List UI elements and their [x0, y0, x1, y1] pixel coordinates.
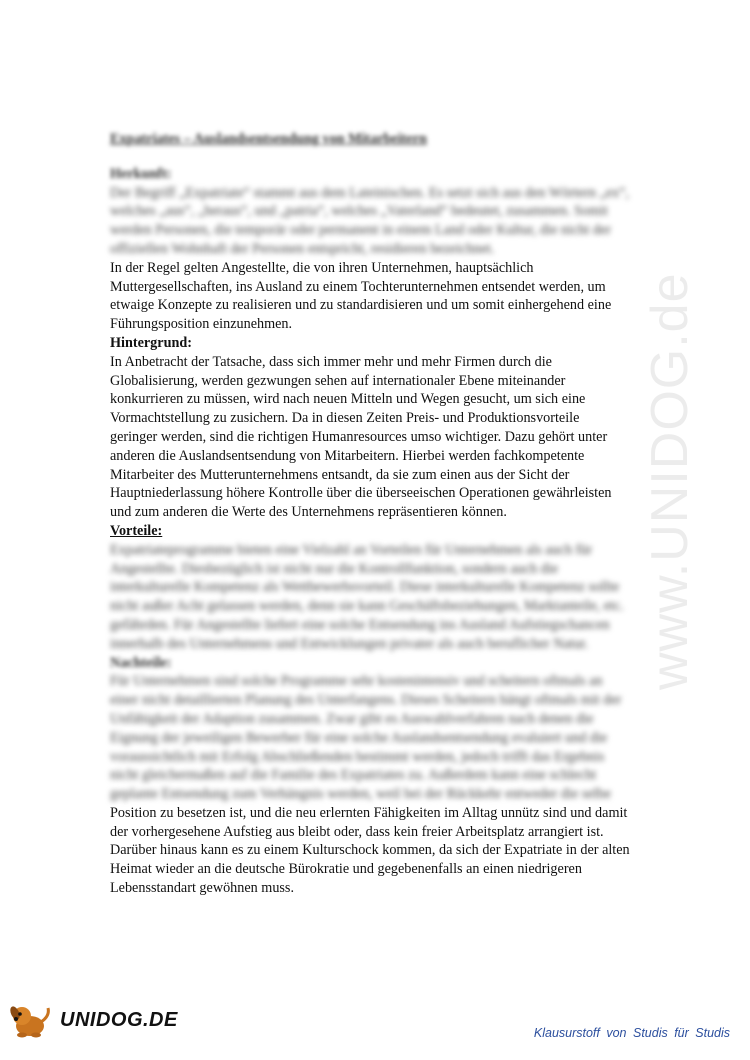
dog-mascot-icon	[8, 1000, 56, 1040]
herkunft-text: In der Regel gelten Angestellte, die von ihren Unternehmen, hauptsächlich Muttergesellschaften, ins Ausland zu einem Tochterunternehmen entsendet werden, um etwaige Konzepte zu realisieren und zu standardisieren und um somit einhergehend eine Führungsposition einzunehmen.	[110, 259, 612, 333]
vorteile-blurred-text: Expatriateprogramme bieten eine Vielzahl an Vorteilen für Unternehmen als auch für Angestellte. Diesbezüglich ist nicht nur die Kontrollfunktion, sondern auch die interkulturelle Kompetenz als Wettbewerbsvorteil. Diese interkulturelle Kompetenz sollte nicht außer Acht gelassen werden, denn sie kann Geschäftsbeziehungen, Marktanteile, etc. gefährden. Für Angestellte liefert eine solche Entsendung ins Ausland Aufstiegschancen innerhalb des Unternehmens und Entwicklungen privater als auch beruflicher Natur.	[110, 541, 624, 652]
footer-tagline: Klausurstoff von Studis für Studis	[533, 1026, 730, 1040]
heading-nachteile: Nachteile:	[110, 654, 172, 671]
document-body	[110, 130, 630, 898]
heading-herkunft: Herkunft:	[110, 165, 172, 182]
nachteile-blurred-text: Für Unternehmen sind solche Programme sehr kostenintensiv und scheitern oftmals an einer nicht detaillierten Planung des Unterfangens. Dieses Scheitern hängt oftmals mit der Unfähigkeit der Adaption zusammen. Zwar gibt es Auswahlverfahren nach denen die Eignung der jeweiligen Bewerber für eine solche Auslandsentsendung evaluiert und die voraussichtlich mit Erfolg Abschließenden bestimmt werden, jedoch trifft das Ergebnis nicht gleichermaßen auf die Familie des Expatriates zu. Außerdem kann eine schlecht geplante Entsendung zum Verhängnis werden, weil bei der Rückkehr entweder die selbe	[110, 673, 622, 803]
watermark: www.UNIDOG.de	[641, 272, 699, 690]
heading-vorteile: Vorteile:	[110, 522, 163, 539]
nachteile-text: Position zu besetzen ist, und die neu erlernten Fähigkeiten im Alltag unnütz sind und damit der vorhergesehene Aufstieg aus bleibt oder, dass kein freier Arbeitsplatz arrangiert ist. Darüber hinaus kann es zu einem Kulturschock kommen, da sich der Expatriate in der alten Heimat wieder an die deutsche Bürokratie und gegebenenfalls an einen niedrigeren Lebensstandart gewöhnen muss.	[110, 804, 630, 897]
hintergrund-text: In Anbetracht der Tatsache, dass sich immer mehr und mehr Firmen durch die Globalisierung, werden gezwungen sehen auf internationaler Ebene miteinander konkurrieren zu müssen, wird nach neuen Mitteln und Wegen gesucht, um sich eine Vormachtstellung zu zusichern. Da in diesen Zeiten Preis- und Produktionsvorteile geringer werden, sind die richtigen Humanresources umso wichtiger. Dazu gehört unter anderen die Auslandsentsendung von Mitarbeitern. Hierbei werden fachkompetente Mitarbeiter des Mutterunternehmens entsandt, da sie zum einen aus der Sicht der Hauptniederlassung höhere Kontrolle über die überseeischen Operationen gewährleisten und zum anderen die Werte des Unternehmens repräsentieren können.	[110, 353, 612, 521]
logo-text: UNIDOG.DE	[60, 1008, 178, 1031]
heading-hintergrund: Hintergrund:	[110, 334, 192, 351]
unidog-logo[interactable]	[8, 1000, 178, 1040]
herkunft-blurred-text: Der Begriff „Expatriate“ stammt aus dem Lateinischen. Es setzt sich aus den Wörtern „ex“, welches „aus“, „heraus“, und „patria“, welches „Vaterland“ bedeutet, zusammen. Somit werden Personen, die temporär oder permanent in einem Land oder Kultur, die nicht der offiziellen Wohnhaft der Personen entspricht, residieren bezeichnet.	[110, 184, 630, 257]
document-title: Expatriates – Auslandsentsendung von Mitarbeitern	[110, 131, 427, 147]
